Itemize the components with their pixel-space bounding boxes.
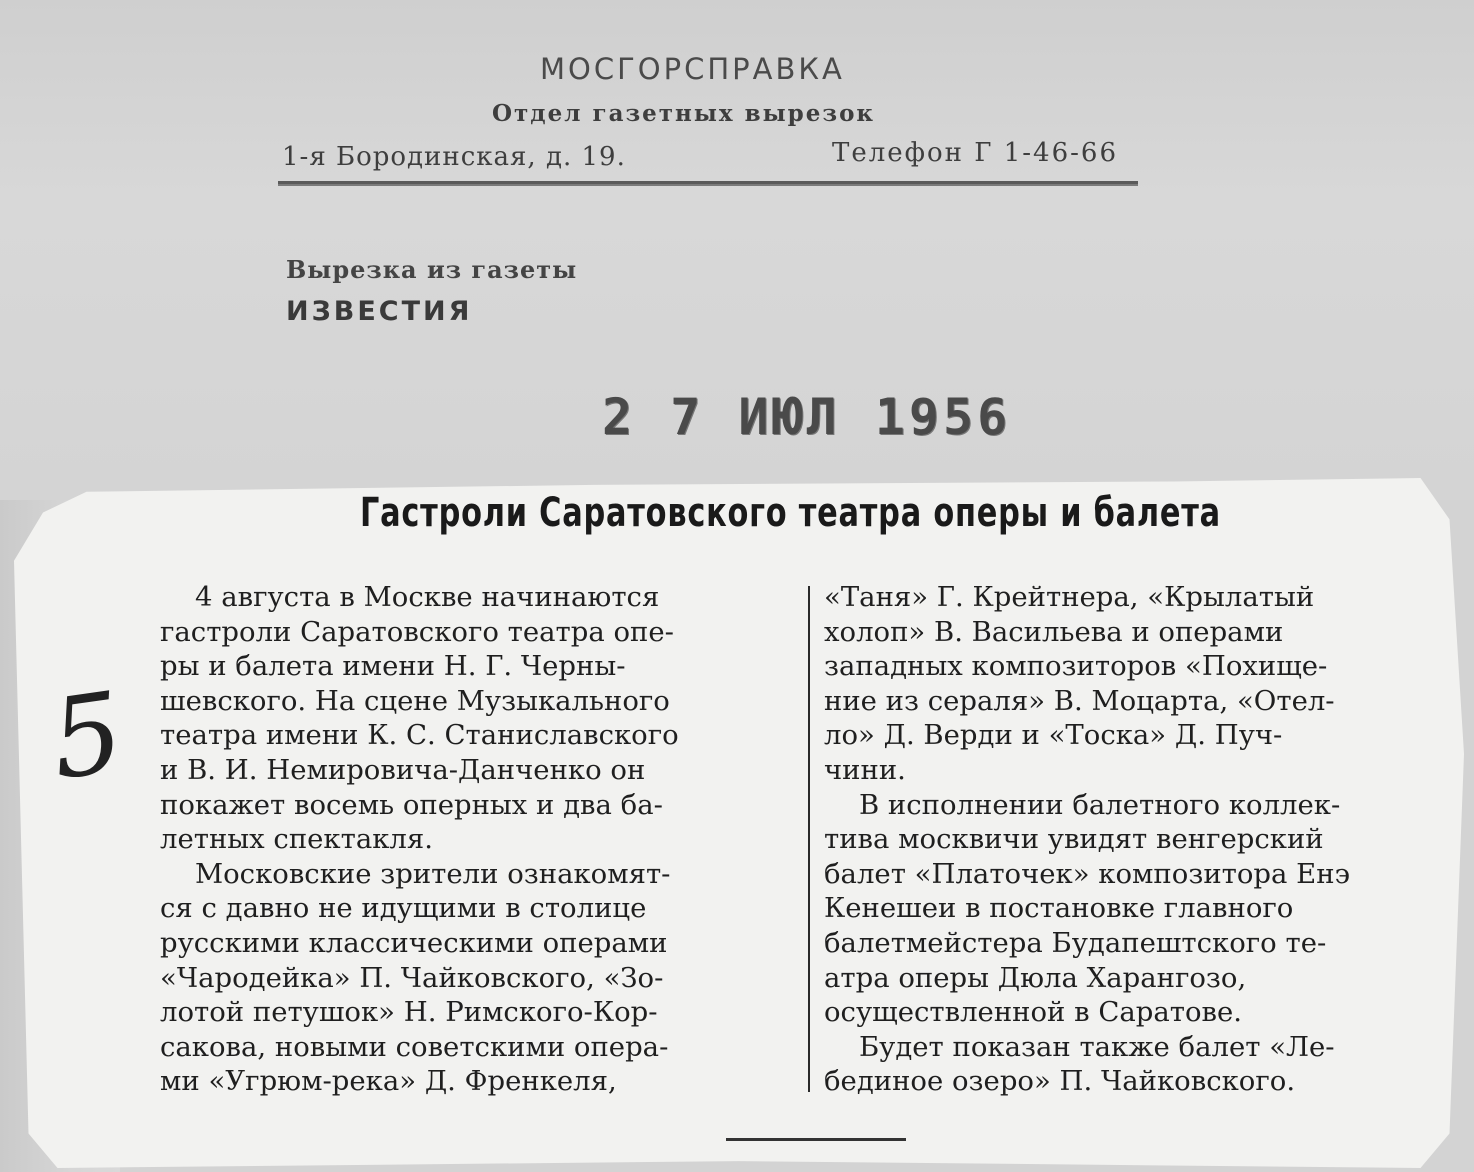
article-line: летных спектакля. (160, 823, 433, 856)
article-line: атра оперы Дюла Харангозо, (824, 961, 1247, 994)
article-column-left (160, 580, 800, 1099)
header-divider (278, 181, 1138, 186)
handwritten-margin-number: 5 (43, 667, 131, 805)
article-line: ло» Д. Верди и «Тоска» Д. Пуч- (824, 719, 1283, 752)
article-line: Будет показан также балет «Ле- (824, 1030, 1335, 1063)
article-line: Кенешеи в постановке главного (824, 892, 1294, 925)
organization-title: МОСГОРСПРАВКА (540, 52, 845, 86)
phone-text: Телефон Г 1-46-66 (832, 138, 1118, 168)
address-text: 1-я Бородинская, д. 19. (282, 142, 626, 172)
article-line: театра имени К. С. Станиславского (160, 719, 679, 752)
article-line: лотой петушок» Н. Римского-Кор- (160, 996, 658, 1029)
article-line: холоп» В. Васильева и операми (824, 615, 1284, 648)
article-line: русскими классическими операми (160, 926, 668, 959)
article-line: западных композиторов «Похище- (824, 650, 1328, 683)
date-stamp: 2 7 ИЮЛ 1956 (602, 388, 1012, 446)
article-line: чини. (824, 753, 906, 786)
article-line: гастроли Саратовского театра опе- (160, 615, 674, 648)
article-line: ми «Угрюм-река» Д. Френкеля, (160, 1065, 617, 1098)
article-end-rule (726, 1138, 906, 1141)
article-line: ние из сераля» В. Моцарта, «Отел- (824, 684, 1335, 717)
article-line: В исполнении балетного коллек- (824, 788, 1341, 821)
article-line: ся с давно не идущими в столице (160, 892, 647, 925)
article-line: сакова, новыми советскими опера- (160, 1030, 669, 1063)
article-line: 4 августа в Москве начинаются (160, 581, 660, 613)
newspaper-name: ИЗВЕСТИЯ (286, 296, 473, 327)
article-column-right (824, 580, 1464, 1099)
article-line: шевского. На сцене Музыкального (160, 684, 670, 717)
article-line: Московские зрители ознакомят- (160, 857, 671, 890)
department-name: Отдел газетных вырезок (492, 100, 876, 127)
source-label: Вырезка из газеты (286, 255, 578, 284)
article-line: покажет восемь оперных и два ба- (160, 788, 663, 821)
article-line: бединое озеро» П. Чайковского. (824, 1065, 1296, 1098)
article-headline: Гастроли Саратовского театра оперы и балета (360, 490, 1221, 536)
article-line: осуществленной в Саратове. (824, 996, 1243, 1029)
article-line: «Чародейка» П. Чайковского, «Зо- (160, 961, 664, 994)
article-line: и В. И. Немировича-Данченко он (160, 753, 646, 786)
article-line: балет «Платочек» композитора Енэ (824, 857, 1350, 890)
article-line: «Таня» Г. Крейтнера, «Крылатый (824, 581, 1315, 613)
article-line: тива москвичи увидят венгерский (824, 823, 1324, 856)
article-line: балетмейстера Будапештского те- (824, 926, 1327, 959)
article-line: ры и балета имени Н. Г. Черны- (160, 650, 626, 683)
column-divider (808, 586, 810, 1092)
